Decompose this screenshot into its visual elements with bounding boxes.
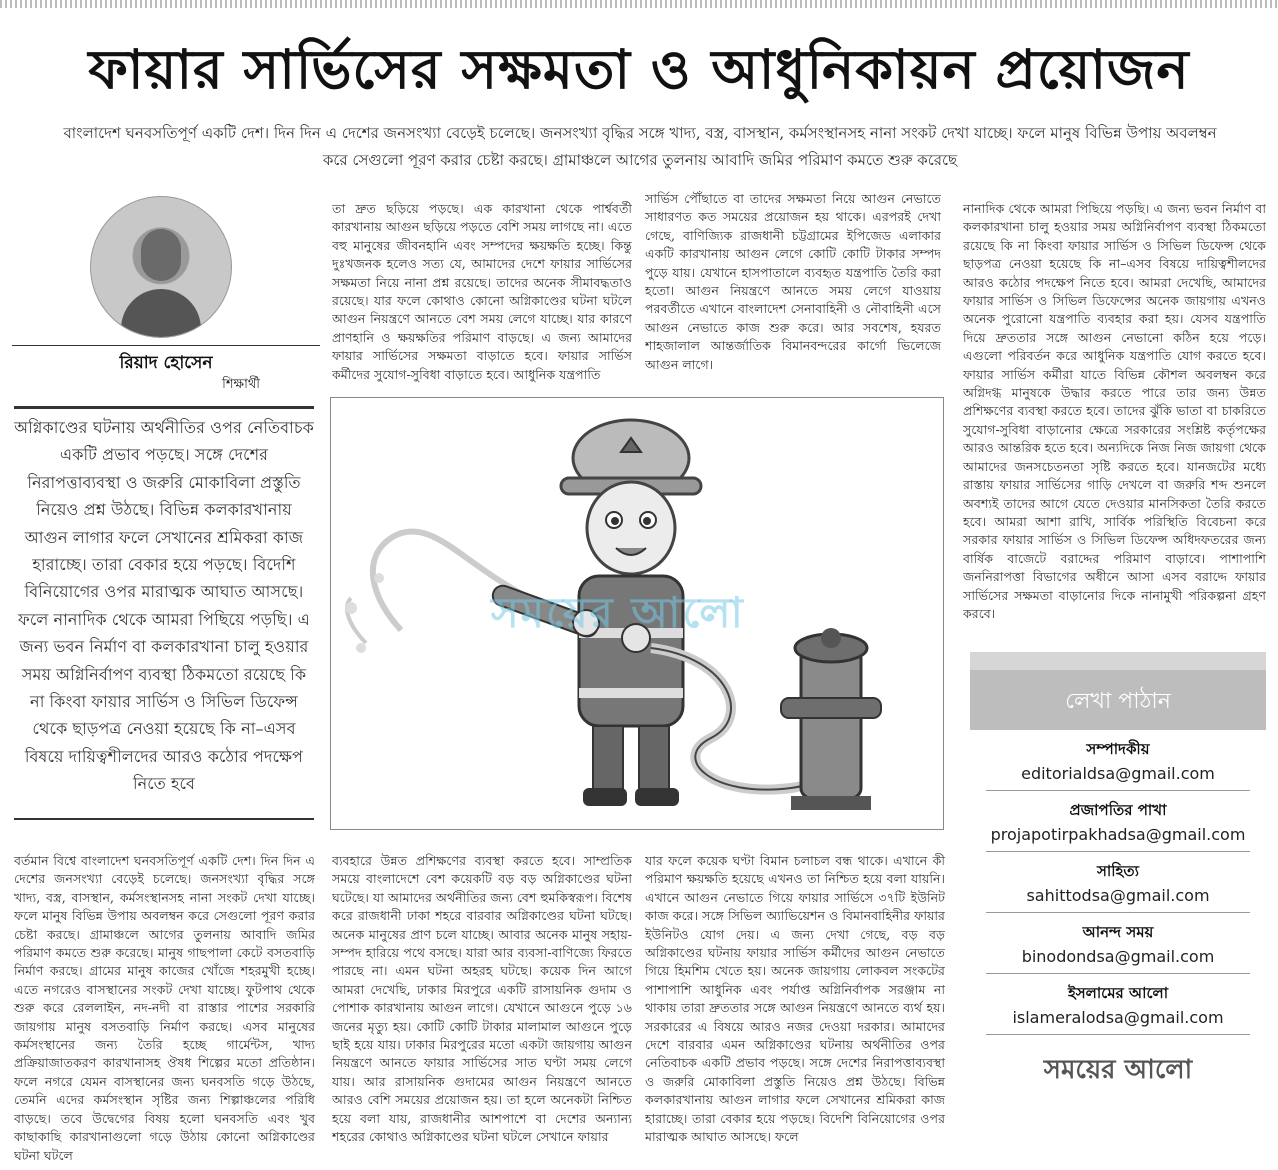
column-4-top: নানাদিক থেকে আমরা পিছিয়ে পড়ছি। এ জন্য ভবন নির্মাণ বা কলকারখানা চালু হওয়ার সময় অগ্নিনির্বাপণ ব্যবস্থা ঠিকমতো রয়েছে কি না কিংবা ফায়ার সার্ভিস ও সিভিল ডিফেন্স থেকে ছাড়পত্র নেওয়া হয়েছে কি না–এসব বিষয়ে দায়িত্বশীলদের আরও কঠোর পদক্ষেপ নিতে হবে। আমরা দেখেছি, আমাদের ফায়ার সার্ভিস ও সিভিল ডিফেন্সের অনেক জায়গায় এখনও অনেক পুরোনো যন্ত্রপাতি ব্যবহার করা হয়। যেসব যন্ত্রপাতি দিয়ে দ্রুততার সঙ্গে আগুন নেভানো কঠিন হয়ে পড়ে। এগুলো পরিবর্তন করে আধুনিক যন্ত্রপাতি যোগ করতে হবে। ফায়ার সার্ভিস কর্মীরা যাতে বিভিন্ন কৌশল অবলম্বন করে অগ্নিদগ্ধ মানুষকে উদ্ধার করতে পারে তার জন্য উন্নত প্রশিক্ষণের ব্যবস্থা করতে হবে। তাদের ঝুঁকি ভাতা বা চাকরিতে সুযোগ-সুবিধা বাড়ানোর ক্ষেত্রে সরকারের সংশ্লিষ্ট কর্তৃপক্ষের আরও আন্তরিক হতে হবে। অন্যদিকে নিজ নিজ জায়গা থেকে আমাদের জনসচেতনতা সৃষ্টি করতে হবে। যানজটের মধ্যে রাস্তায় ফায়ার সার্ভিসের গাড়ি দেখলে বা জরুরি শব্দ শুনলে অবশ্যই তাদের আগে যেতে দেওয়ার মানসিকতা তৈরি করতে হবে। আমরা আশা রাখি, সার্বিক পরিস্থিতি বিবেচনা করে সরকার ফায়ার সার্ভিস ও সিভিল ডিফেন্স অধিদফতরের জন্য বার্ষিক বাজেটে বরাদ্দের পরিমাণ বাড়াবে। পাশাপাশি জননিরাপত্তা বিভাগের অধীনে আসা এসব বরাদ্দে ফায়ার সার্ভিসের সক্ষমতা বাড়ানোর দিকে নানামুখী পরিকল্পনা গ্রহণ করবে। — [963, 201, 1266, 621]
contact-section — [986, 791, 1250, 852]
headline: ফায়ার সার্ভিসের সক্ষমতা ও আধুনিকায়ন প্রয়োজন — [88, 37, 1190, 101]
author-name: রিয়াদ হোসেন — [12, 345, 320, 378]
section-name: সাহিত্য — [1096, 862, 1140, 880]
intro-text: বাংলাদেশ ঘনবসতিপূর্ণ একটি দেশ। দিন দিন এ দেশের জনসংখ্যা বেড়েই চলেছে। জনসংখ্যা বৃদ্ধির সঙ্গে খাদ্য, বস্ত্র, বাসস্থান, কর্মসংস্থানসহ নানা সংকট দেখা যাচ্ছে। ফলে মানুষ বিভিন্ন উপায় অবলম্বন করে সেগুলো পূরণ করার চেষ্টা করছে। গ্রামাঞ্চলে আগের তুলনায় আবাদি জমির পরিমাণ কমতে শুরু করেছে — [63, 124, 1217, 169]
column-2-top: তা দ্রুত ছড়িয়ে পড়ছে। এক কারখানা থেকে পার্শ্ববর্তী কারখানায় আগুন ছড়িয়ে পড়তে বেশি সময় লাগছে না। এতে বহু মানুষের জীবনহানি এবং সম্পদের ক্ষয়ক্ষতি হচ্ছে। কিন্তু দুঃখজনক হলেও সত্য যে, আমাদের দেশে ফায়ার সার্ভিসের সক্ষমতা নিয়ে নানা প্রশ্ন রয়েছে। তাদের অনেক সীমাবদ্ধতাও রয়েছে। যার ফলে কোথাও কোনো অগ্নিকাণ্ডের ঘটনা ঘটলে আগুন নিয়ন্ত্রণে আনতে বেশ সময় লেগে যাচ্ছে। যার কারণে প্রাণহানি ও ক্ষয়ক্ষতির পরিমাণ বাড়ছে। এ জন্য আমাদের ফায়ার সার্ভিসের সক্ষমতা বাড়াতে হবে। ফায়ার সার্ভিস কর্মীদের সুযোগ-সুবিধা বাড়াতে হবে। আধুনিক যন্ত্রপাতি — [332, 201, 632, 382]
section-email[interactable]: projapotirpakhadsa@gmail.com — [990, 825, 1246, 844]
contact-section — [986, 974, 1250, 1035]
section-name: প্রজাপতির পাখা — [1069, 801, 1167, 819]
author-photo — [90, 196, 232, 338]
contact-section — [986, 730, 1250, 791]
section-email[interactable]: sahittodsa@gmail.com — [1026, 886, 1210, 905]
section-email[interactable]: binodondsa@gmail.com — [1021, 947, 1215, 966]
section-email[interactable]: islameralodsa@gmail.com — [1012, 1008, 1224, 1027]
column-2-bottom: ব্যবহারে উন্নত প্রশিক্ষণের ব্যবস্থা করতে হবে। সাম্প্রতিক সময়ে বাংলাদেশে বেশ কয়েকটি বড় বড় অগ্নিকাণ্ডের ঘটনা ঘটেছে। যা আমাদের অর্থনীতির জন্য বেশ হুমকিস্বরূপ। বিশেষ করে রাজধানী ঢাকা শহরে বারবার অগ্নিকাণ্ডের ঘটনা ঘটছে। অনেক মানুষের প্রাণ চলে যাচ্ছে। আবার অনেক মানুষ সহায়-সম্পদ হারিয়ে পথে বসছে। যারা আর ব্যবসা-বাণিজ্যে ফিরতে পারছে না। এমন ঘটনা অহরহ ঘটছে। কয়েক দিন আগে আমরা দেখেছি, ঢাকার মিরপুরে একটি রাসায়নিক গুদাম ও পোশাক কারখানায় আগুন লাগে। যেখানে আগুনে পুড়ে ১৬ জনের মৃত্যু হয়। কোটি কোটি টাকার মালামাল আগুনে পুড়ে ছাই হয়ে যায়। ঢাকার মিরপুরের মতো একটা জায়গায় আগুন নিয়ন্ত্রণে আনতে ফায়ার সার্ভিসের সাত ঘণ্টা সময় লেগে যায়। আর রাসায়নিক গুদামের আগুন নিয়ন্ত্রণে আনতে আরও বেশি সময়ের প্রয়োজন হয়। তা হলে অনেকটা নিশ্চিত হয়ে বলা যায়, রাজধানীর আশপাশে বা দেশের অন্যান্য শহরের কোথাও অগ্নিকাণ্ডের ঘটনা ঘটলে সেখানে ফায়ার — [332, 853, 632, 1145]
author-role: শিক্ষার্থী — [222, 377, 260, 392]
firefighter-illustration — [330, 397, 944, 830]
section-name: আনন্দ সময় — [1082, 923, 1154, 941]
publication-logo: সময়ের আলো — [1043, 1055, 1193, 1085]
contact-section — [986, 913, 1250, 974]
column-3-bottom: যার ফলে কয়েক ঘণ্টা বিমান চলাচল বন্ধ থাকে। এখানে কী পরিমাণ ক্ষয়ক্ষতি হয়েছে এখনও তা নিশ্চিত হয়ে বলা যায়নি। এখানে আগুন নেভাতে গিয়ে ফায়ার সার্ভিসে ৩৭টি ইউনিট কাজ করে। সঙ্গে সিভিল অ্যাভিয়েশন ও বিমানবাহিনীর ফায়ার ইউনিটও যোগ দেয়। এ জন্য দেখা গেছে, বড় বড় অগ্নিকাণ্ডের ঘটনায় ফায়ার সার্ভিস কর্মীদের আগুন নেভাতে গিয়ে হিমশিম খেতে হয়। অনেক জায়গায় লোকবল সংকটের পাশাপাশি আধুনিক এবং পর্যাপ্ত অগ্নিনির্বাপক সরঞ্জাম না থাকায় তারা দ্রুততার সঙ্গে আগুন নিয়ন্ত্রণে আনতে ব্যর্থ হয়। সরকারের এ বিষয়ে আরও নজর দেওয়া দরকার। আমাদের দেশে বারবার এমন অগ্নিকাণ্ডের ঘটনায় অর্থনীতির ওপর নেতিবাচক একটি প্রভাব পড়ছে। সঙ্গে দেশের নিরাপত্তাব্যবস্থা ও জরুরি মোকাবিলা প্রস্তুতি নিয়েও প্রশ্ন উঠছে। বিভিন্ন কলকারখানায় আগুন লাগার ফলে সেখানের শ্রমিকরা কাজ হারাচ্ছে। তারা বেকার হয়ে পড়ছে। বিদেশি বিনিয়োগের ওপর মারাত্মক আঘাত আসছে। ফলে — [645, 853, 945, 1145]
top-border — [0, 0, 1278, 8]
column-3-top: সার্ভিস পৌঁছাতে বা তাদের সক্ষমতা নিয়ে আগুন নেভাতে সাধারণত কত সময়ের প্রয়োজন হয় থাকে। এরপরই দেখা গেছে, বাণিজ্যিক রাজধানী চট্টগ্রামের ইপিজেড এলাকার একটি কারখানায় আগুন লেগে কোটি কোটি টাকার সম্পদ পুড়ে যায়। যেখানে হাসপাতালে ব্যবহৃত যন্ত্রপাতি তৈরি করা হতো। আগুন নিয়ন্ত্রণে আনতে সময় লেগে যাওয়ায় পরবর্তীতে এখানে বাংলাদেশ সেনাবাহিনী ও নৌবাহিনী এসে আগুন নেভাতে কাজ শুরু করে। আর সবশেষ, হযরত শাহজালাল আন্তর্জাতিক বিমানবন্দরের কার্গো ভিলেজে আগুন লাগে। — [645, 191, 941, 372]
contact-title: লেখা পাঠান — [970, 652, 1266, 730]
watermark-logo: সময়ের আলো — [491, 588, 745, 637]
section-name: ইসলামের আলো — [1067, 984, 1169, 1002]
contact-section — [986, 852, 1250, 913]
section-email[interactable]: editorialdsa@gmail.com — [1021, 764, 1215, 783]
pull-quote: অগ্নিকাণ্ডের ঘটনায় অর্থনীতির ওপর নেতিবাচক একটি প্রভাব পড়ছে। সঙ্গে দেশের নিরাপত্তাব্যবস্থা ও জরুরি মোকাবিলা প্রস্তুতি নিয়েও প্রশ্ন উঠছে। বিভিন্ন কলকারখানায় আগুন লাগার ফলে সেখানের শ্রমিকরা কাজ হারাচ্ছে। তারা বেকার হয়ে পড়ছে। বিদেশি বিনিয়োগের ওপর মারাত্মক আঘাত আসছে। ফলে নানাদিক থেকে আমরা পিছিয়ে পড়ছি। এ জন্য ভবন নির্মাণ বা কলকারখানা চালু হওয়ার সময় অগ্নিনির্বাপণ ব্যবস্থা ঠিকমতো রয়েছে কি না কিংবা ফায়ার সার্ভিস ও সিভিল ডিফেন্স থেকে ছাড়পত্র নেওয়া হয়েছে কি না–এসব বিষয়ে দায়িত্বশীলদের আরও কঠোর পদক্ষেপ নিতে হবে — [14, 406, 314, 820]
section-name: সম্পাদকীয় — [1086, 740, 1150, 758]
contact-panel — [970, 652, 1266, 1160]
column-1-bottom: বর্তমান বিশ্বে বাংলাদেশ ঘনবসতিপূর্ণ একটি দেশ। দিন দিন এ দেশের জনসংখ্যা বেড়েই চলেছে। জনসংখ্যা বৃদ্ধির সঙ্গে খাদ্য, বস্ত্র, বাসস্থান, কর্মসংস্থানসহ নানা সংকট দেখা যাচ্ছে। ফলে মানুষ বিভিন্ন উপায় অবলম্বন করে সেগুলো পূরণ করার চেষ্টা করছে। গ্রামাঞ্চলে আগের তুলনায় আবাদি জমির পরিমাণ কমতে শুরু করেছে। মানুষ গাছপালা কেটে বসতবাড়ি নির্মাণ করছে। গ্রামের মানুষ কাজের খোঁজে শহরমুখী হচ্ছে। এতে নগরেও বাসস্থানের সংকট দেখা যাচ্ছে। ফুটপাথ থেকে শুরু করে রেললাইন, নদ-নদী বা রাস্তার পাশের সরকারি জায়গায় মানুষ বসতবাড়ি নির্মাণ করছে। এসব মানুষের কর্মসংস্থানের জন্য তৈরি হচ্ছে গার্মেন্টস, খাদ্য প্রক্রিয়াজাতকরণ কারখানাসহ ঔষধ শিল্পের মতো প্রতিষ্ঠান। ফলে নগরে যেমন বাসস্থানের জন্য ঘনবসতি গড়ে উঠছে, তেমনি এদের কর্মসংস্থান সৃষ্টির জন্য শিল্পাঞ্চলের পরিধি বাড়ছে। তবে উদ্বেগের বিষয় হলো ঘনবসতি এবং খুব কাছাকাছি কারখানাগুলো গড়ে উঠায় কোনো অগ্নিকাণ্ডের ঘটনা ঘটলে — [14, 853, 315, 1162]
